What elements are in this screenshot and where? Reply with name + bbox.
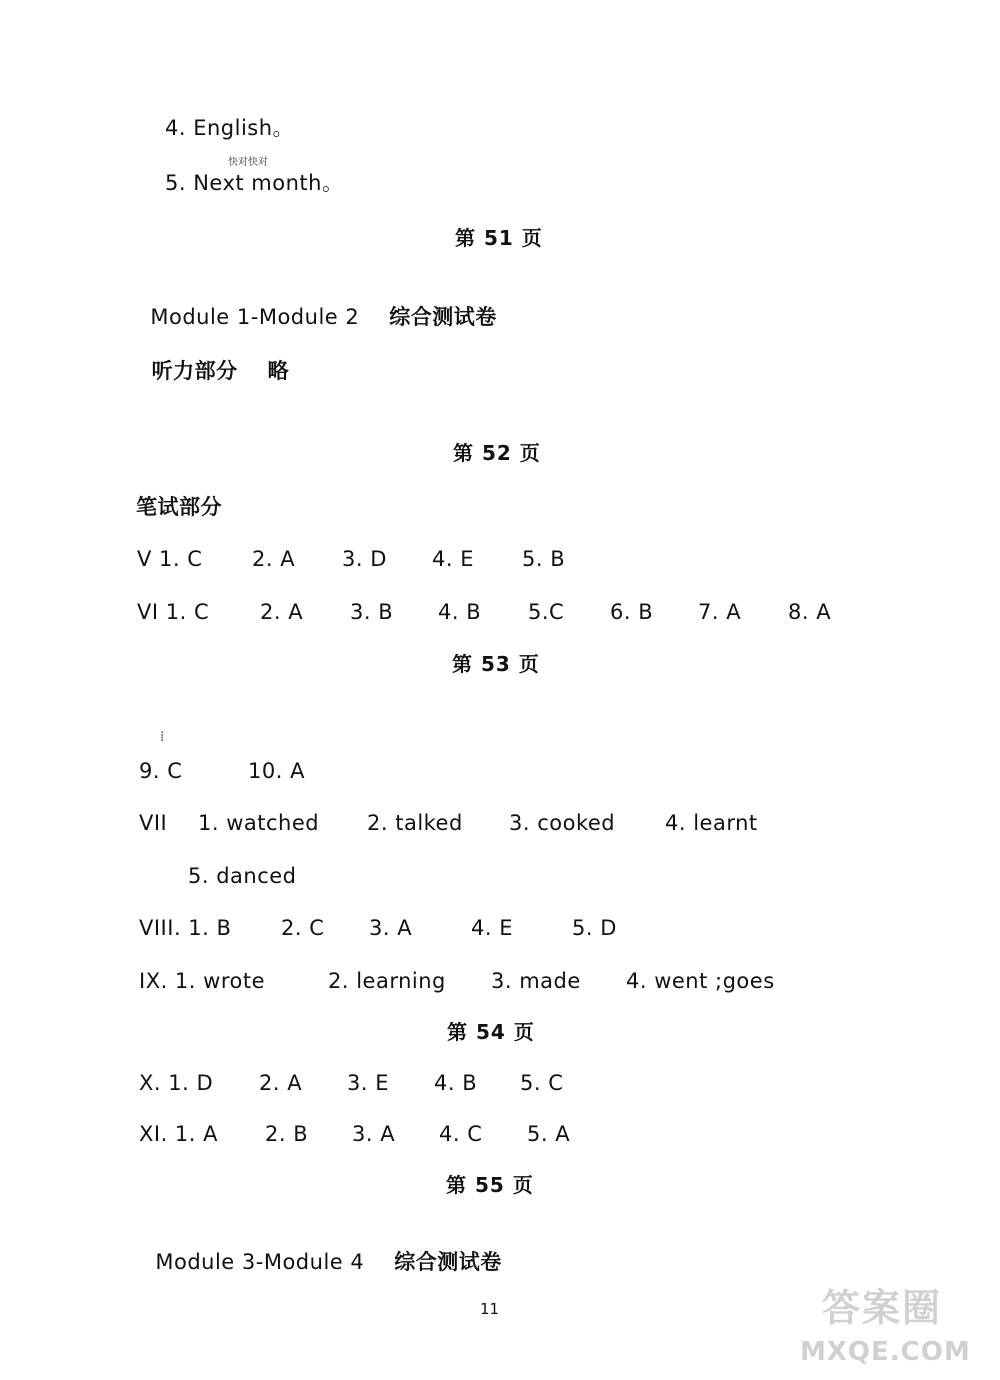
answer-cell: X. 1. D — [139, 1071, 214, 1095]
watermark-logo: 答案圈 — [822, 1286, 943, 1330]
module-range: Module 3-Module 4 — [155, 1250, 365, 1274]
answer-line-4: 4. English。 — [165, 116, 295, 140]
answer-cell: 5. B — [522, 547, 566, 571]
answer-cell: 3. A — [369, 916, 413, 940]
answer-line-5: 5. Next month。 — [165, 171, 344, 195]
answer-cell: 4. C — [439, 1122, 483, 1146]
answer-cell: 8. A — [788, 600, 832, 624]
answer-cell: 2. A — [259, 1071, 303, 1095]
answer-cell: 6. B — [610, 600, 654, 624]
answer-cell: IX. 1. wrote — [139, 969, 265, 993]
answer-cell: 2. B — [265, 1122, 309, 1146]
answer-cell: 1. watched — [198, 811, 320, 835]
answer-cell: 3. E — [347, 1071, 389, 1095]
answer-cell: 4. E — [471, 916, 513, 940]
page-heading-54: 第 54 页 — [447, 1020, 535, 1044]
answer-cell: 4. went ;goes — [626, 969, 775, 993]
answer-cell: 3. cooked — [509, 811, 616, 835]
answer-cell: V 1. C — [137, 547, 203, 571]
answer-cell: 5.C — [528, 600, 565, 624]
answer-cell: 3. A — [352, 1122, 396, 1146]
answer-cell: 5. A — [527, 1122, 571, 1146]
page-heading-55: 第 55 页 — [446, 1173, 534, 1197]
answer-cell: 3. made — [491, 969, 581, 993]
skip-label: 略 — [267, 359, 290, 383]
answer-cell: 10. A — [248, 759, 305, 783]
answer-cell: 3. D — [342, 547, 387, 571]
answer-cell: VII — [139, 811, 168, 835]
module-1-2-title — [136, 278, 497, 330]
answer-cell: 4. E — [432, 547, 474, 571]
answer-cell: 2. A — [252, 547, 296, 571]
page-heading-51: 第 51 页 — [455, 226, 543, 250]
answer-cell: 2. C — [281, 916, 325, 940]
page-heading-52: 第 52 页 — [453, 441, 541, 465]
answer-cell: 4. B — [434, 1071, 478, 1095]
answer-cell: 3. B — [350, 600, 394, 624]
page-heading-53: 第 53 页 — [452, 652, 540, 676]
handwritten-note: 快对快对 — [228, 157, 268, 168]
answer-cell: XI. 1. A — [139, 1122, 219, 1146]
listening-section — [136, 332, 289, 384]
row-vii-continued: 5. danced — [188, 864, 297, 888]
listening-label: 听力部分 — [151, 359, 238, 383]
page-number: 11 — [480, 1300, 500, 1318]
answer-cell: 2. learning — [328, 969, 446, 993]
answer-cell: 4. learnt — [665, 811, 758, 835]
answer-cell: 4. B — [438, 600, 482, 624]
watermark-site: MXQE.COM — [800, 1337, 971, 1367]
answer-cell: 2. talked — [367, 811, 463, 835]
answer-cell: 5. C — [520, 1071, 564, 1095]
scan-mark: ⁞ — [160, 729, 165, 745]
answer-cell: 2. A — [260, 600, 304, 624]
written-section: 笔试部分 — [136, 495, 222, 519]
answer-cell: 7. A — [698, 600, 742, 624]
answer-cell: VI 1. C — [137, 600, 210, 624]
answer-cell: 9. C — [139, 759, 183, 783]
answer-cell: VIII. 1. B — [139, 916, 232, 940]
module-3-4-title — [141, 1223, 502, 1275]
answer-cell: 5. D — [572, 916, 617, 940]
test-title: 综合测试卷 — [389, 305, 497, 329]
test-title: 综合测试卷 — [394, 1250, 502, 1274]
module-range: Module 1-Module 2 — [150, 305, 360, 329]
